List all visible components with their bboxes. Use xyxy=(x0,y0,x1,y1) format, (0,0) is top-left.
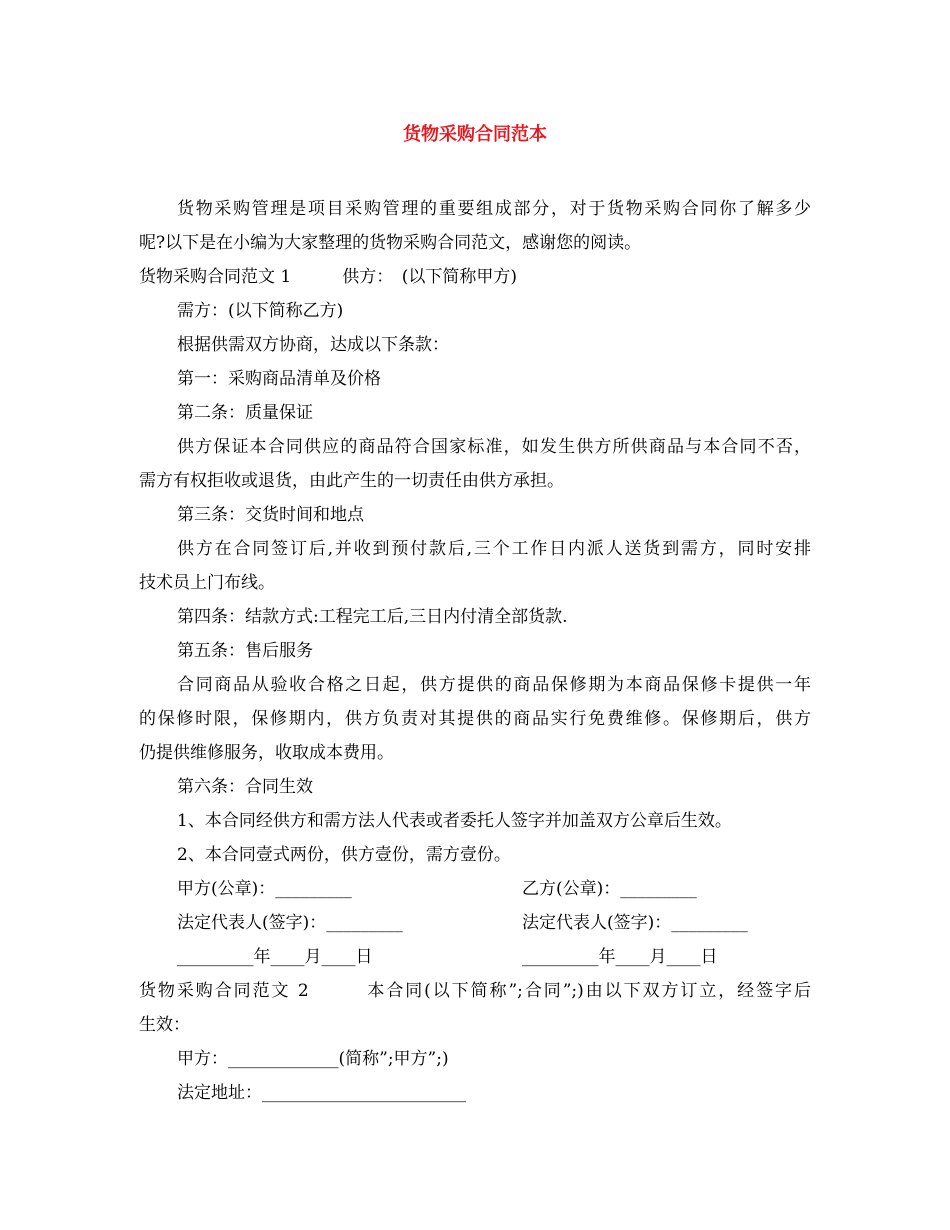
seal-row xyxy=(139,872,811,906)
party-a-date: _________年____月____日 xyxy=(177,947,373,967)
document-title: 货物采购合同范本 xyxy=(403,124,547,145)
document-body xyxy=(139,192,811,1110)
contract1-heading: 货物采购合同范文 1 供方： (以下简称甲方) xyxy=(139,267,517,287)
party-a-representative: 法定代表人(签字)：_________ xyxy=(177,913,403,933)
date-row xyxy=(139,940,811,974)
contract2-heading-line: 生效： xyxy=(139,1015,190,1035)
demander-line: 需方：(以下简称乙方) xyxy=(177,301,344,321)
article-3-heading: 第三条：交货时间和地点 xyxy=(177,505,364,525)
article-6-heading: 第六条：合同生效 xyxy=(177,777,313,797)
article-3-text-line: 供方在合同签订后,并收到预付款后,三个工作日内派人送货到需方，同时安排 xyxy=(177,539,811,559)
party-b-date: _________年____月____日 xyxy=(522,947,718,967)
article-5-text-line: 合同商品从验收合格之日起，供方提供的商品保修期为本商品保修卡提供一年 xyxy=(177,675,811,695)
article-5-text-line: 仍提供维修服务，收取成本费用。 xyxy=(139,743,394,763)
article-6-item: 2、本合同壹式两份，供方壹份，需方壹份。 xyxy=(177,845,511,865)
article-5-heading: 第五条：售后服务 xyxy=(177,641,313,661)
article-2-heading: 第二条：质量保证 xyxy=(177,403,313,423)
representative-row xyxy=(139,906,811,940)
article-6-item: 1、本合同经供方和需方法人代表或者委托人签字并加盖双方公章后生效。 xyxy=(177,811,732,831)
article-5-text-line: 的保修时限，保修期内，供方负责对其提供的商品实行免费维修。保修期后，供方 xyxy=(139,709,811,729)
article-2-text-line: 供方保证本合同供应的商品符合国家标准，如发生供方所供商品与本合同不否， xyxy=(177,437,811,457)
contract2-heading-line: 货物采购合同范文 2 本合同(以下简称”;合同”;)由以下双方订立，经签字后 xyxy=(139,981,811,1001)
article-1-heading: 第一：采购商品清单及价格 xyxy=(177,369,381,389)
intro-paragraph-line: 货物采购管理是项目采购管理的重要组成部分，对于货物采购合同你了解多少 xyxy=(177,199,811,219)
legal-address-line: 法定地址：________________________ xyxy=(177,1083,466,1103)
party-b-seal: 乙方(公章)：_________ xyxy=(522,879,697,899)
party-a-seal: 甲方(公章)：_________ xyxy=(177,879,352,899)
party-a-line: 甲方：_____________(简称”;甲方”;) xyxy=(177,1049,449,1069)
basis-line: 根据供需双方协商，达成以下条款： xyxy=(177,335,449,355)
party-b-representative: 法定代表人(签字)：_________ xyxy=(522,913,748,933)
article-2-text-line: 需方有权拒收或退货，由此产生的一切责任由供方承担。 xyxy=(139,471,564,491)
article-3-text-line: 技术员上门布线。 xyxy=(139,573,275,593)
intro-paragraph-line: 呢?以下是在小编为大家整理的货物采购合同范文，感谢您的阅读。 xyxy=(139,233,642,253)
article-4-heading: 第四条：结款方式:工程完工后,三日内付清全部货款. xyxy=(177,607,568,627)
